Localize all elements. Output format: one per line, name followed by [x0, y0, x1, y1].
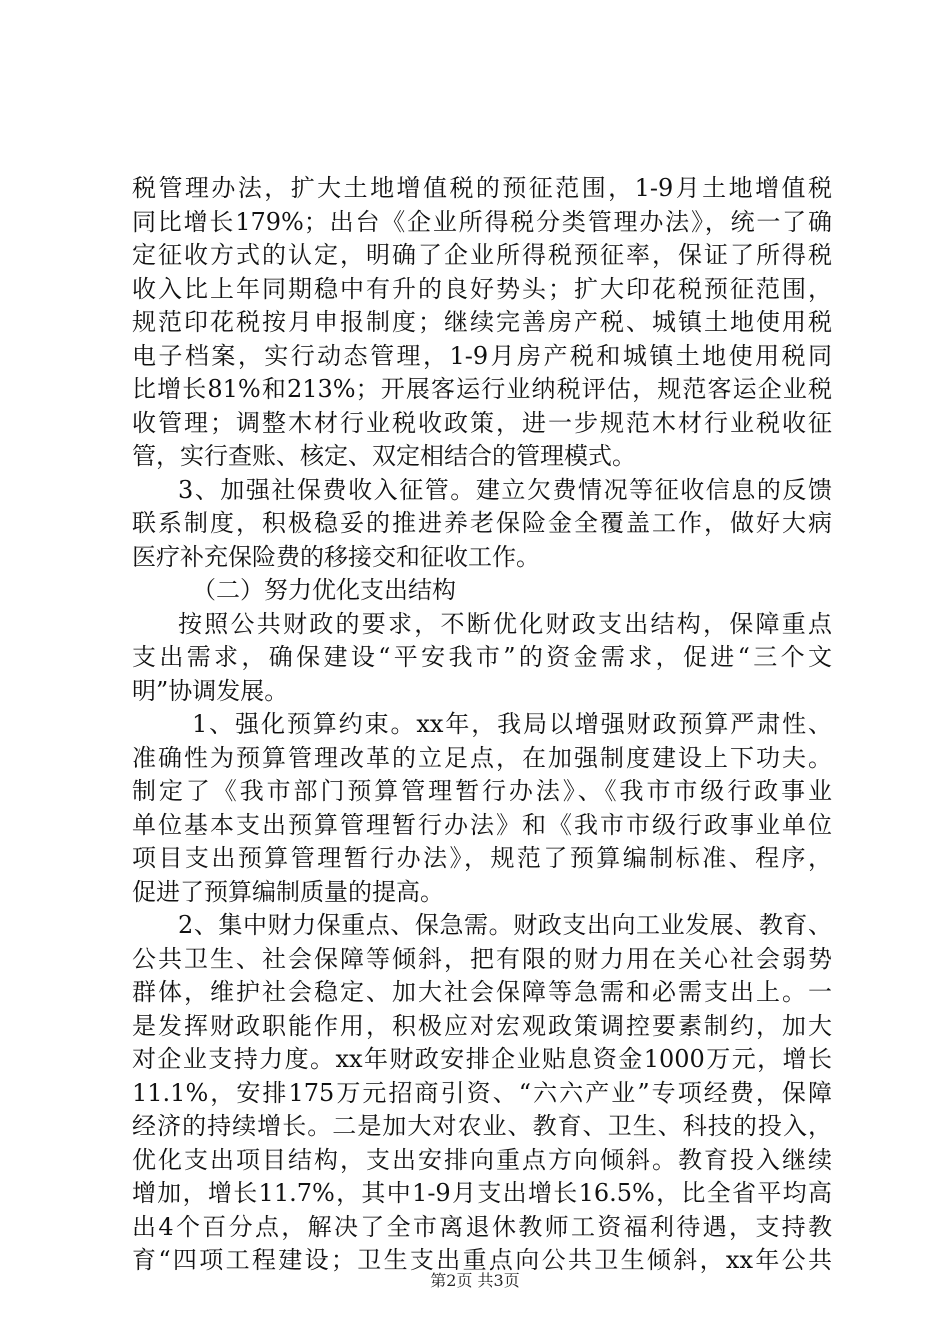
text-line: 育“四项工程建设；卫生支出重点向公共卫生倾斜，xx年公共: [132, 1246, 832, 1274]
text-line: 经济的持续增长。二是加大对农业、教育、卫生、科技的投入，: [132, 1112, 832, 1140]
text-line: 促进了预算编制质量的提高。: [132, 877, 444, 906]
text-line: 管，实行查账、核定、双定相结合的管理模式。: [132, 442, 636, 470]
text-line: 收入比上年同期稳中有升的良好势头；扩大印花税预征范围，: [132, 274, 832, 303]
text-line: 群体，维护社会稳定、加大社会保障等急需和必需支出上。一: [132, 978, 832, 1006]
document-body: [132, 172, 832, 1278]
text-line: 11.1%，安排175万元招商引资、“六六产业”专项经费，保障: [132, 1078, 832, 1107]
text-line: 单位基本支出预算管理暂行办法》和《我市市级行政事业单位: [132, 810, 832, 839]
text-line: 联系制度，积极稳妥的推进养老保险金全覆盖工作，做好大病: [132, 509, 832, 537]
text-line: 公共卫生、社会保障等倾斜，把有限的财力用在关心社会弱势: [132, 944, 832, 973]
text-line: 定征收方式的认定，明确了企业所得税预征率，保证了所得税: [132, 241, 832, 269]
text-line: 电子档案，实行动态管理，1-9月房产税和城镇土地使用税同: [132, 341, 832, 370]
text-line: 同比增长179%；出台《企业所得税分类管理办法》，统一了确: [132, 207, 832, 236]
section-heading: （二）努力优化支出结构: [192, 576, 456, 604]
text-line: 税管理办法，扩大土地增值税的预征范围，1-9月土地增值税: [132, 174, 832, 202]
text-line: 制定了《我市部门预算管理暂行办法》、《我市市级行政事业: [132, 777, 832, 805]
text-line: 明”协调发展。: [132, 676, 289, 705]
text-line: 项目支出预算管理暂行办法》，规范了预算编制标准、程序，: [132, 844, 832, 872]
text-line: 规范印花税按月申报制度；继续完善房产税、城镇土地使用税: [132, 308, 832, 336]
text-line: 准确性为预算管理改革的立足点，在加强制度建设上下功夫。: [132, 743, 832, 772]
paragraph-start-line: 1、强化预算约束。xx年，我局以增强财政预算严肃性、: [192, 710, 832, 738]
page-number-footer: 第2页 共3页: [430, 1271, 520, 1290]
text-line: 优化支出项目结构，支出安排向重点方向倾斜。教育投入继续: [132, 1145, 832, 1174]
text-line: 是发挥财政职能作用，积极应对宏观政策调控要素制约，加大: [132, 1011, 832, 1040]
text-line: 对企业支持力度。xx年财政安排企业贴息资金1000万元，增长: [132, 1045, 832, 1073]
text-line: 医疗补充保险费的移接交和征收工作。: [132, 542, 540, 571]
paragraph-start-line: 2、集中财力保重点、保急需。财政支出向工业发展、教育、: [178, 911, 832, 939]
paragraph-start-line: 3、加强社保费收入征管。建立欠费情况等征收信息的反馈: [178, 475, 832, 504]
text-line: 出4个百分点，解决了全市离退休教师工资福利待遇，支持教: [132, 1212, 832, 1241]
text-line: 增加，增长11.7%，其中1-9月支出增长16.5%，比全省平均高: [132, 1179, 832, 1207]
paragraph-start-line: 按照公共财政的要求，不断优化财政支出结构，保障重点: [178, 609, 832, 638]
text-line: 比增长81%和213%；开展客运行业纳税评估，规范客运企业税: [132, 375, 832, 403]
text-line: 支出需求，确保建设“平安我市”的资金需求，促进“三个文: [132, 643, 832, 671]
text-line: 收管理；调整木材行业税收政策，进一步规范木材行业税收征: [132, 408, 832, 437]
